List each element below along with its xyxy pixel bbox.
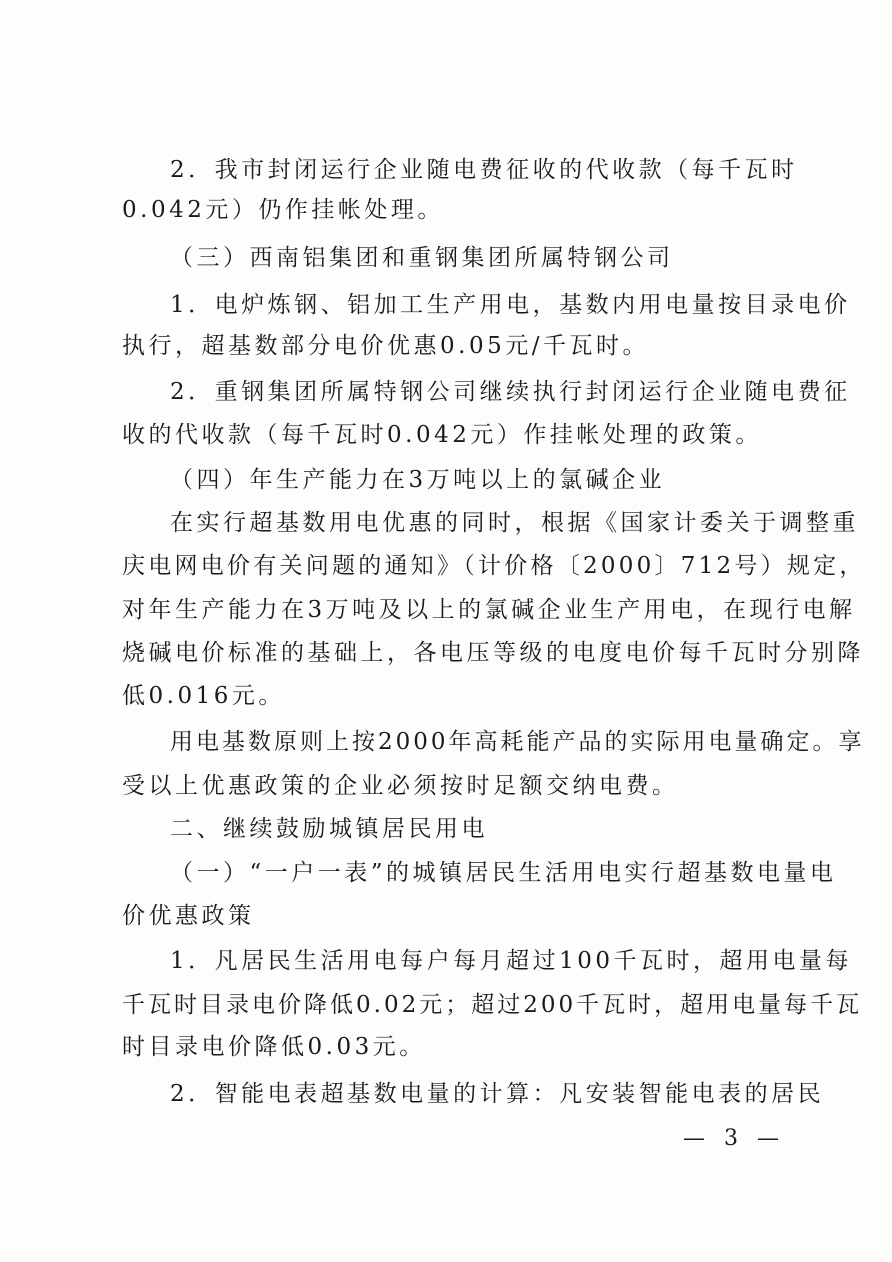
text-line: 时目录电价降低0.03元。 — [122, 1034, 426, 1060]
text-line: 受以上优惠政策的企业必须按时足额交纳电费。 — [122, 773, 679, 799]
text-line: 2．我市封闭运行企业随电费征收的代收款（每千瓦时 — [170, 157, 798, 183]
page-number: — 3 — — [683, 1126, 785, 1151]
text-line: 1．电炉炼钢、铝加工生产用电，基数内用电量按目录电价 — [170, 292, 851, 318]
text-line: 烧碱电价标准的基础上，各电压等级的电度电价每千瓦时分别降 — [122, 640, 864, 666]
text-line: 1．凡居民生活用电每户每月超过100千瓦时，超用电量每 — [170, 948, 853, 974]
text-line: 庆电网电价有关问题的通知》（计价格〔2000〕712号）规定， — [122, 553, 866, 579]
text-line: 0.042元）仍作挂帐处理。 — [122, 197, 444, 223]
text-line: 对年生产能力在3万吨及以上的氯碱企业生产用电，在现行电解 — [122, 597, 856, 623]
text-line: 千瓦时目录电价降低0.02元；超过200千瓦时，超用电量每千瓦 — [122, 992, 863, 1018]
text-line: 2．智能电表超基数电量的计算：凡安装智能电表的居民 — [170, 1081, 825, 1107]
text-line: 在实行超基数用电优惠的同时，根据《国家计委关于调整重 — [170, 510, 859, 536]
section-heading: 二、继续鼓励城镇居民用电 — [170, 816, 488, 842]
text-line: （一）“一户一表”的城镇居民生活用电实行超基数电量电 — [170, 860, 837, 886]
text-line: 价优惠政策 — [122, 903, 255, 929]
text-line: 用电基数原则上按2000年高耗能产品的实际用电量确定。享 — [170, 729, 865, 755]
text-line: 低0.016元。 — [122, 683, 285, 709]
section-heading: （四）年生产能力在3万吨以上的氯碱企业 — [170, 467, 666, 493]
text-line: 执行，超基数部分电价优惠0.05元/千瓦时。 — [122, 333, 649, 359]
text-line: 收的代收款（每千瓦时0.042元）作挂帐处理的政策。 — [122, 422, 762, 448]
text-line: 2．重钢集团所属特钢公司继续执行封闭运行企业随电费征 — [170, 379, 851, 405]
section-heading: （三）西南铝集团和重钢集团所属特钢公司 — [170, 245, 674, 271]
